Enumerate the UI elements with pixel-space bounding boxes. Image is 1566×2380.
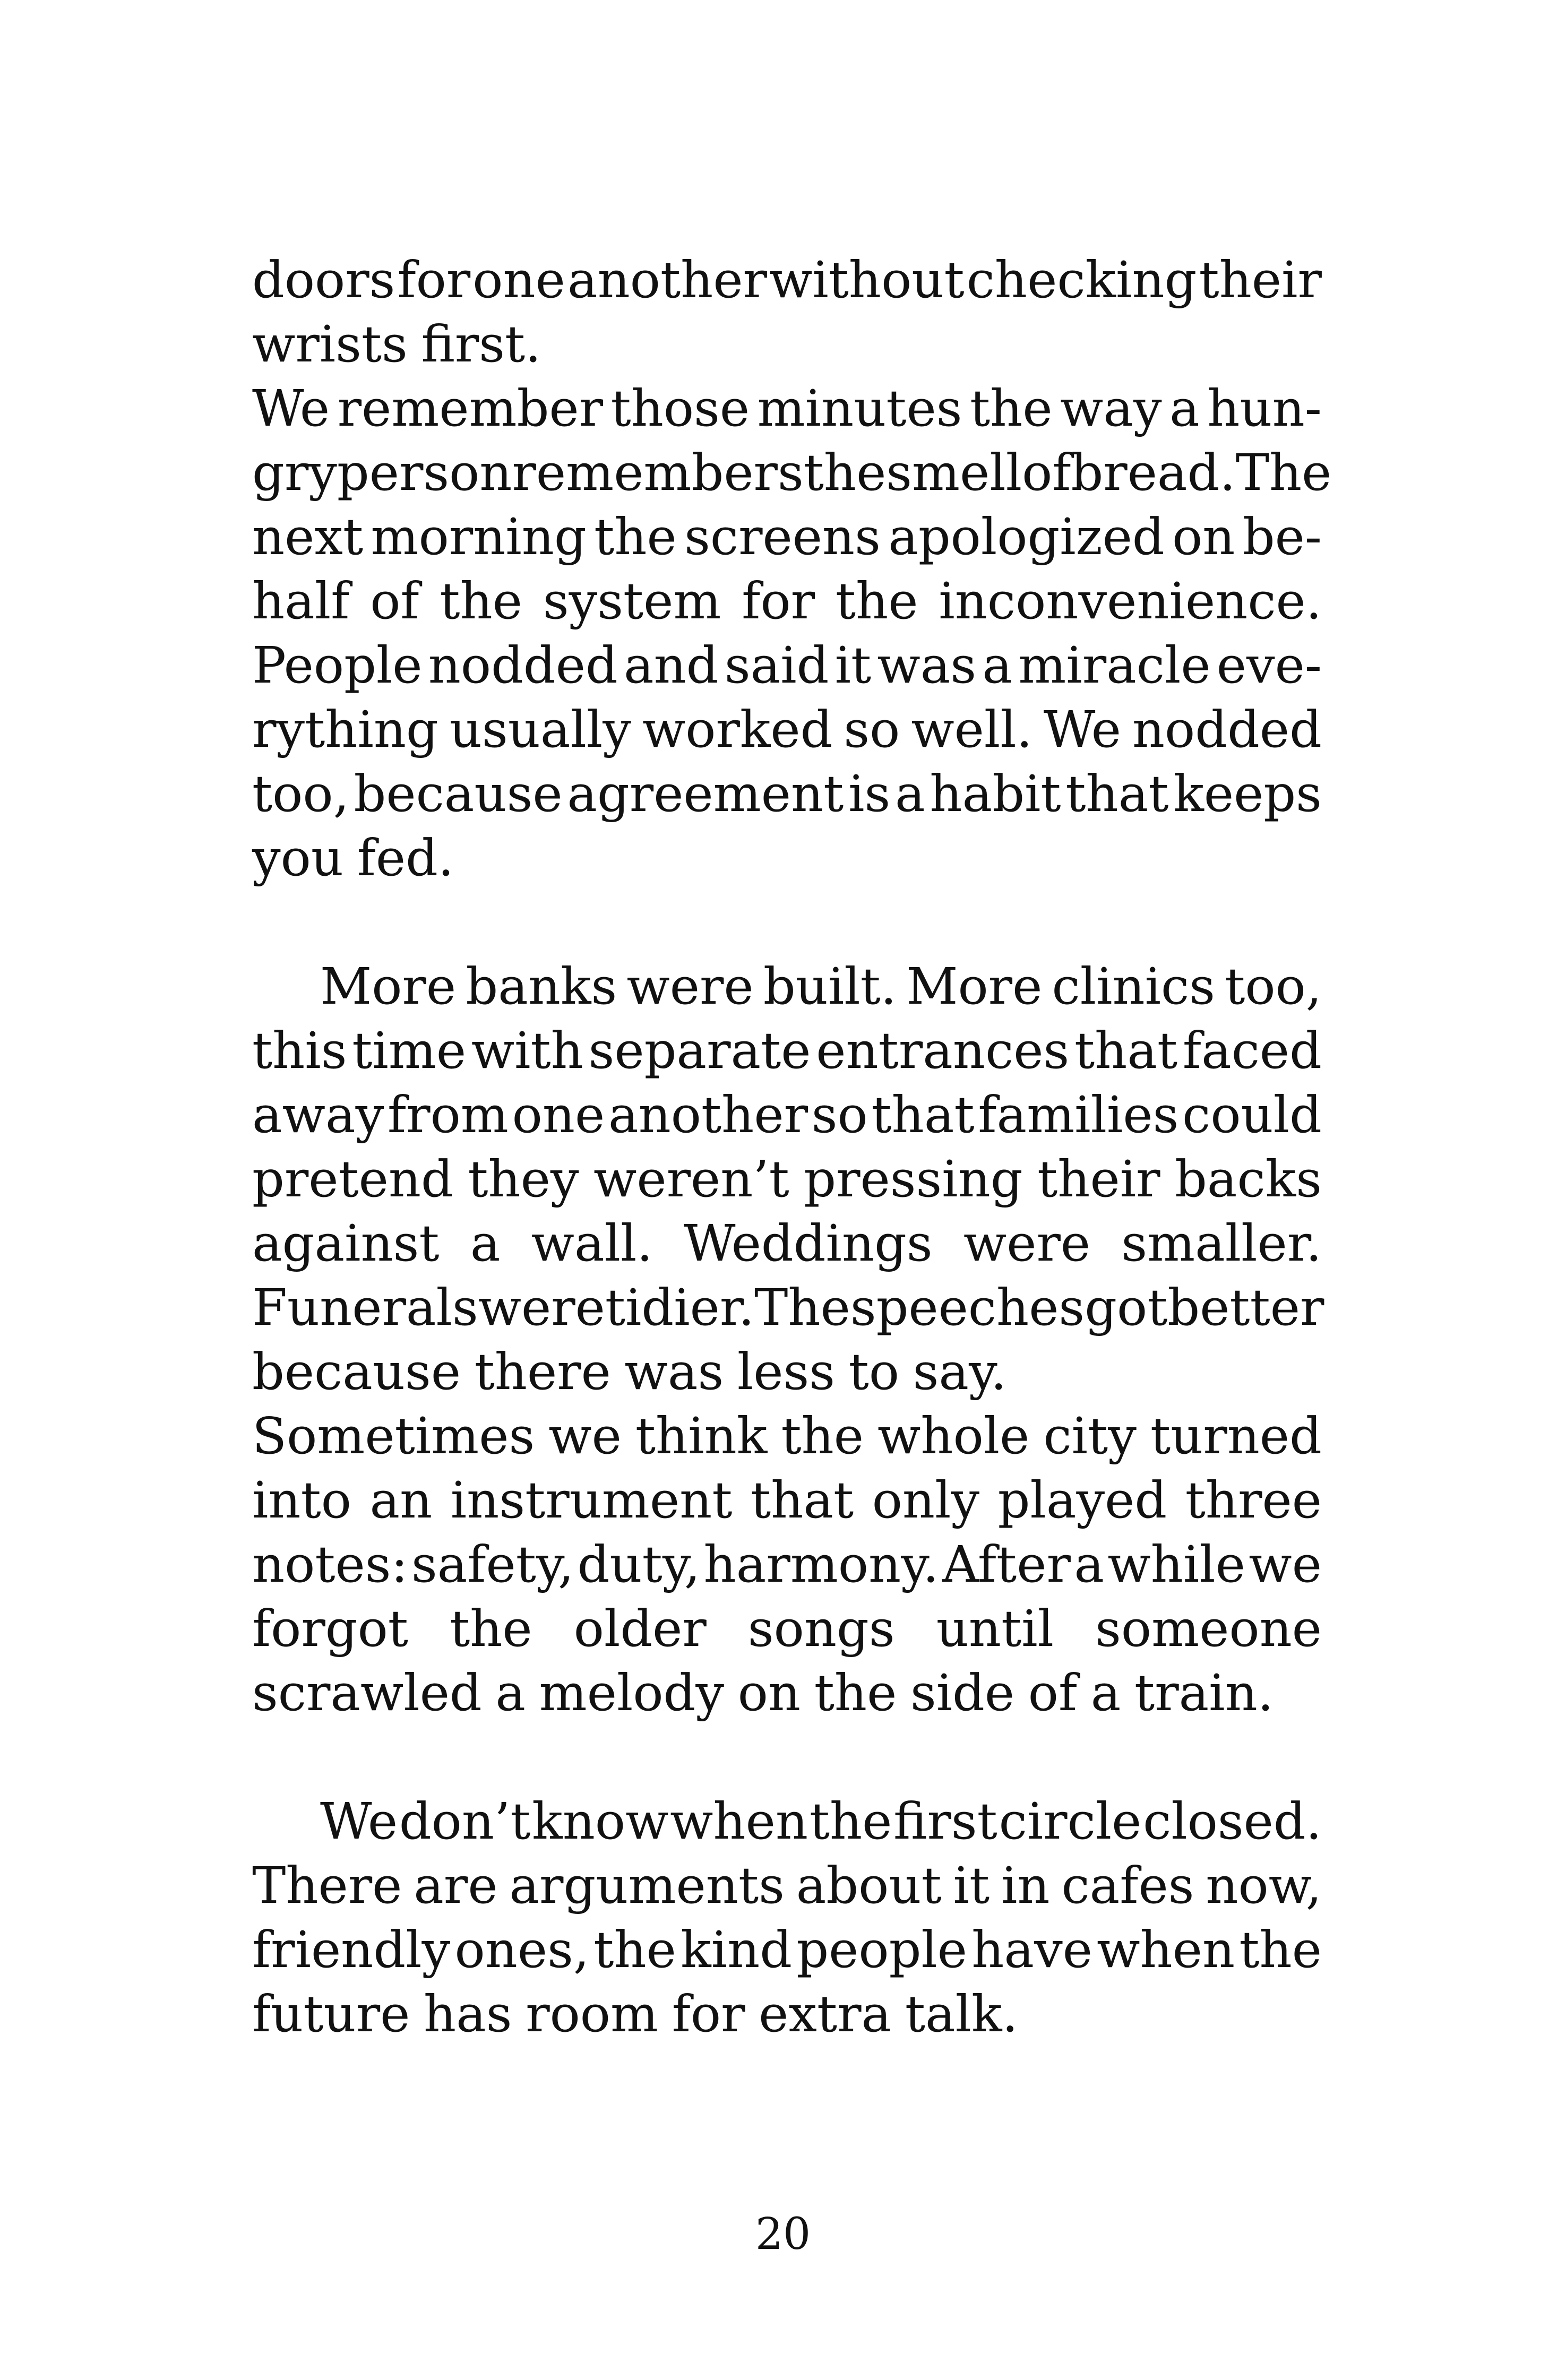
- paragraph-gap: [252, 1726, 1322, 1790]
- paragraph: [252, 248, 1322, 377]
- text-line: gry person remembers the smell of bread. The: [252, 444, 1332, 502]
- text-line: forgot the older songs until someone: [252, 1600, 1322, 1658]
- text-line: next morning the screens apologized on be-: [252, 508, 1322, 566]
- text-line: future has room for extra talk.: [252, 1985, 1018, 2043]
- text-line: scrawled a melody on the side of a train.: [252, 1664, 1274, 1722]
- text-line: friendly ones, the kind people have when the: [252, 1921, 1322, 1979]
- text-line: More banks were built. More clinics too,: [320, 958, 1322, 1016]
- text-line: you fed.: [252, 829, 454, 887]
- text-line: because there was less to say.: [252, 1343, 1007, 1401]
- text-line: half of the system for the inconvenience.: [252, 572, 1322, 631]
- body-text: [252, 248, 1332, 2047]
- text-line: too, because agreement is a habit that keeps: [252, 765, 1322, 823]
- text-line: We remember those minutes the way a hun-: [252, 380, 1322, 438]
- text-line: Sometimes we think the whole city turned: [252, 1407, 1322, 1465]
- paragraph: [252, 377, 1332, 891]
- paragraph: [252, 1790, 1322, 2047]
- text-line: Funerals were tidier. The speeches got better: [252, 1279, 1324, 1337]
- text-line: into an instrument that only played three: [252, 1471, 1322, 1530]
- text-line: away from one another so that families could: [252, 1086, 1322, 1144]
- text-line: against a wall. Weddings were smaller.: [252, 1214, 1322, 1273]
- text-line: rything usually worked so well. We nodded: [252, 701, 1322, 759]
- page-number: 20: [755, 2209, 811, 2260]
- text-line: notes: safety, duty, harmony. After a while we: [252, 1536, 1322, 1594]
- text-line: wrists first.: [252, 315, 541, 374]
- paragraph: [252, 1404, 1322, 1726]
- text-line: People nodded and said it was a miracle eve-: [252, 636, 1322, 695]
- paragraph: [252, 955, 1322, 1404]
- text-line: We don’t know when the first circle closed.: [320, 1792, 1322, 1851]
- text-line: pretend they weren’t pressing their backs: [252, 1150, 1322, 1209]
- paragraph-gap: [252, 891, 1322, 955]
- text-line: this time with separate entrances that faced: [252, 1022, 1322, 1080]
- text-line: There are arguments about it in cafes now,: [252, 1857, 1322, 1915]
- text-line: doors for one another without checking their: [252, 251, 1322, 309]
